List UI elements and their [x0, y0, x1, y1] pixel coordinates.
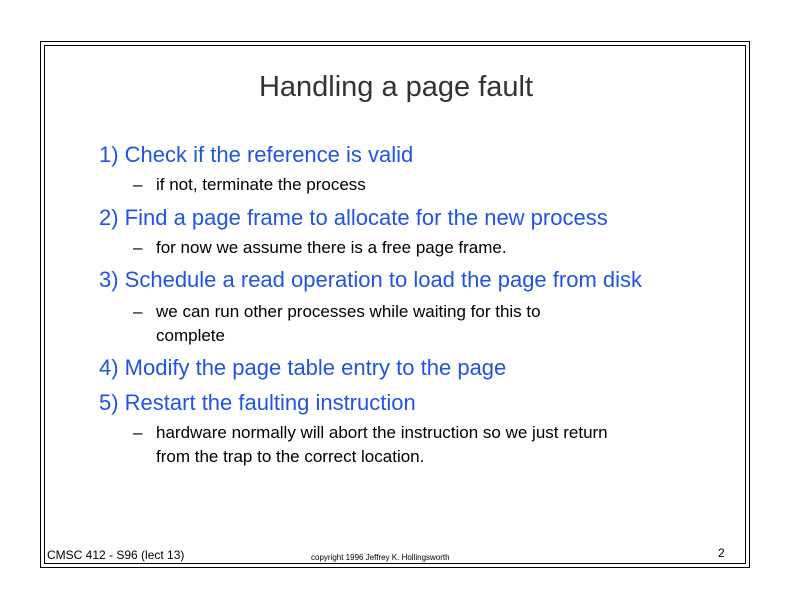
sub-line: for now we assume there is a free page frame.: [156, 238, 507, 257]
point-1-sub-1: [133, 173, 366, 197]
point-3-sub-1: [133, 300, 541, 348]
sub-line: from the trap to the correct location.: [156, 447, 425, 466]
sub-line: hardware normally will abort the instruction so we just return: [156, 423, 608, 442]
footer-page-number: 2: [718, 546, 725, 560]
point-1-check-reference: 1) Check if the reference is valid: [99, 142, 414, 167]
point-5-sub-1: [133, 421, 608, 469]
dash-bullet: –: [133, 238, 143, 257]
point-3-schedule-read: 3) Schedule a read operation to load the page from disk: [99, 267, 643, 292]
dash-bullet: –: [133, 302, 143, 321]
slide-title: Handling a page fault: [258, 71, 534, 103]
sub-line: complete: [156, 326, 225, 345]
dash-bullet: –: [133, 175, 143, 194]
sub-line: we can run other processes while waiting for this to: [156, 302, 541, 321]
point-2-find-page-frame: 2) Find a page frame to allocate for the new process: [99, 205, 608, 230]
footer-copyright: copyright 1996 Jeffrey K. Hollingsworth: [311, 553, 450, 562]
point-4-modify-page-table: 4) Modify the page table entry to the page: [99, 355, 507, 380]
point-2-sub-1: [133, 236, 507, 260]
sub-line: if not, terminate the process: [156, 175, 366, 194]
dash-bullet: –: [133, 423, 143, 442]
point-5-restart-instruction: 5) Restart the faulting instruction: [99, 390, 416, 415]
footer-course: CMSC 412 - S96 (lect 13): [47, 548, 185, 562]
